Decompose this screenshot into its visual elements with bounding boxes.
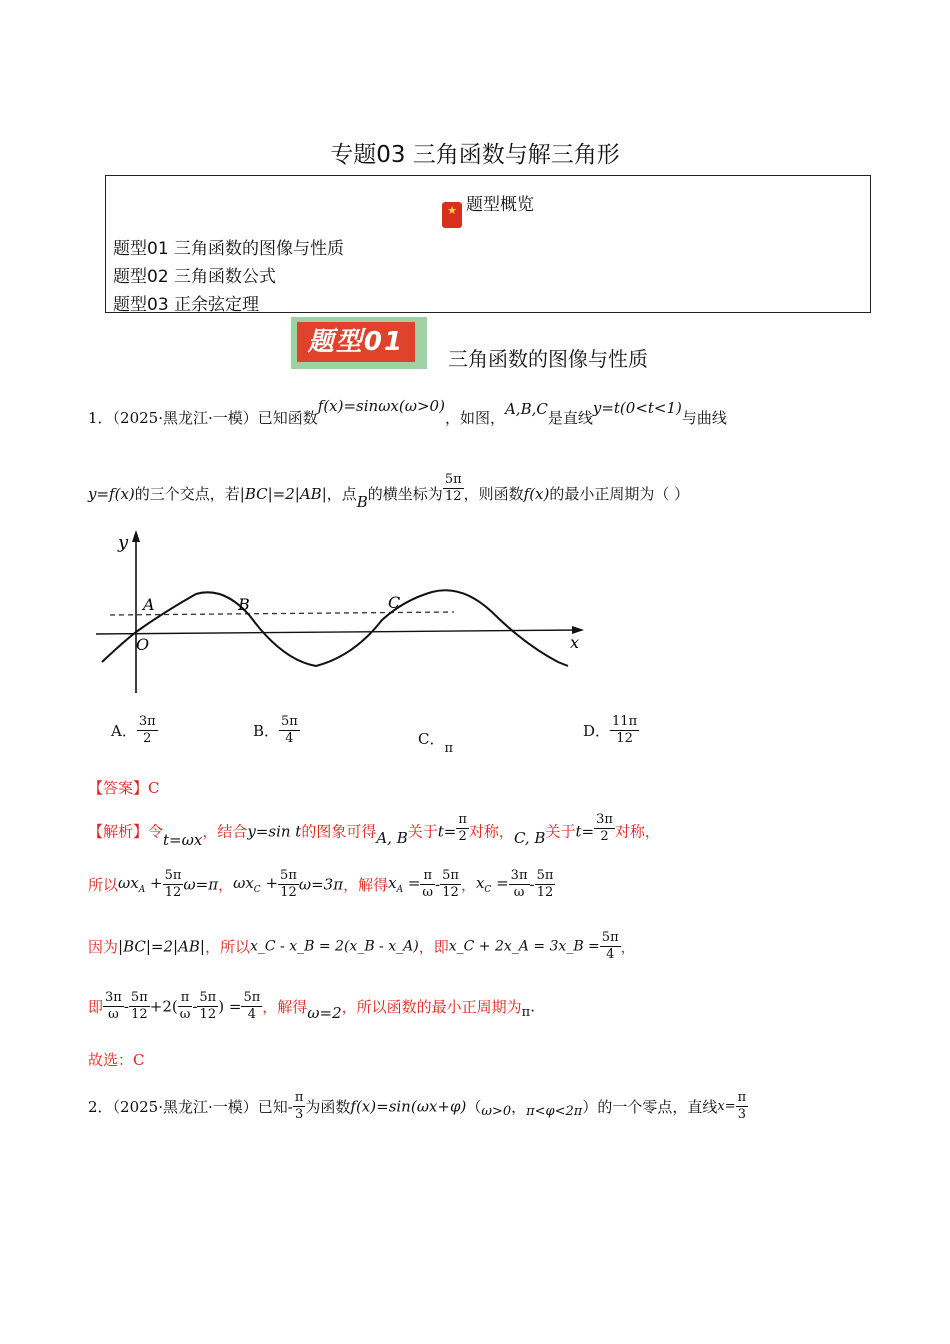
solution-line1: 【解析】令t=ωx，结合y=sin t的图象可得A, B关于t= $\frac{\pi}{2}$ 对称，C, B关于t= $\frac{3\pi}{2}$ 对称， [88,812,660,849]
overview-item[interactable]: 题型01 三角函数的图像与性质 [113,239,345,259]
sine-curve [102,590,568,666]
option-c[interactable]: C．π [418,730,454,756]
origin-label: O [136,635,150,654]
point-C-label: C [388,593,401,612]
x-label: x [570,633,580,652]
book-icon: ★ [442,202,462,228]
page-title: 专题03 三角函数与解三角形 [330,142,620,168]
option-a[interactable]: A． $\frac{3\pi}{2}$ [111,714,156,746]
y-axis-arrow [132,530,140,542]
section-badge-text: 题型01 [297,322,415,362]
q1-line1: 1．（2025·黑龙江·一模）已知函数f(x)=sinωx(ω>0)，如图，A,B,C是直线y=t(0<t<1)与曲线 [88,397,727,427]
y-label: y [118,532,129,553]
section-title: 三角函数的图像与性质 [448,347,648,371]
solution-line2: 所以$\omega x_A$ + $\frac{5\pi}{12}$ ω=π，$\omega x_C$ + $\frac{5\pi}{12}$ ω=3π，解得$x_A$ = $\frac{\pi}{\omega}$ - $\frac{5\pi}{12}$ ，$x_C$ = $\frac{3\pi}{\omega}$ - $\frac{5\pi}{12}$ [88,868,554,900]
overview-item[interactable]: 题型02 三角函数公式 [113,267,277,287]
point-A-label: A [143,595,155,614]
option-d[interactable]: D． $\frac{11\pi}{12}$ [583,714,638,746]
solution-line3: 因为|BC|=2|AB|，所以x_C - x_B = 2(x_B - x_A)，即x_C + 2x_A = 3x_B = $\frac{5\pi}{4}$ ， [88,930,636,962]
section-badge [291,317,427,369]
point-B-label: B [238,595,250,614]
x-axis [96,630,582,634]
q1-line2: y=f(x)的三个交点，若|BC|=2|AB|，点B的横坐标为 $\frac{5\pi}{12}$ ，则函数f(x)的最小正周期为（ ） [88,471,690,511]
sine-graph [92,528,592,696]
overview-box [105,175,871,313]
solution-line4: 即 $\frac{3\pi}{\omega}$ - $\frac{5\pi}{12}$ +2( $\frac{\pi}{\omega}$ - $\frac{5\pi}{12}$ ) = $\frac{5\pi}{4}$ ，解得ω=2，所以函数的最小正周期为π. [88,990,535,1022]
overview-heading: ★ 题型概览 [106,190,870,228]
choose-line: 故选：C [88,1051,145,1069]
answer: 【答案】C [88,779,160,797]
option-b[interactable]: B． $\frac{5\pi}{4}$ [253,714,298,746]
q2-line1: 2．（2025·黑龙江·一模）已知- $\frac{\pi}{3}$ 为函数f(x)=sin(ωx+φ)（ω>0，π<φ<2π）的一个零点，直线x= $\frac{\pi}{3}$ [88,1090,747,1122]
overview-item[interactable]: 题型03 正余弦定理 [113,295,260,315]
